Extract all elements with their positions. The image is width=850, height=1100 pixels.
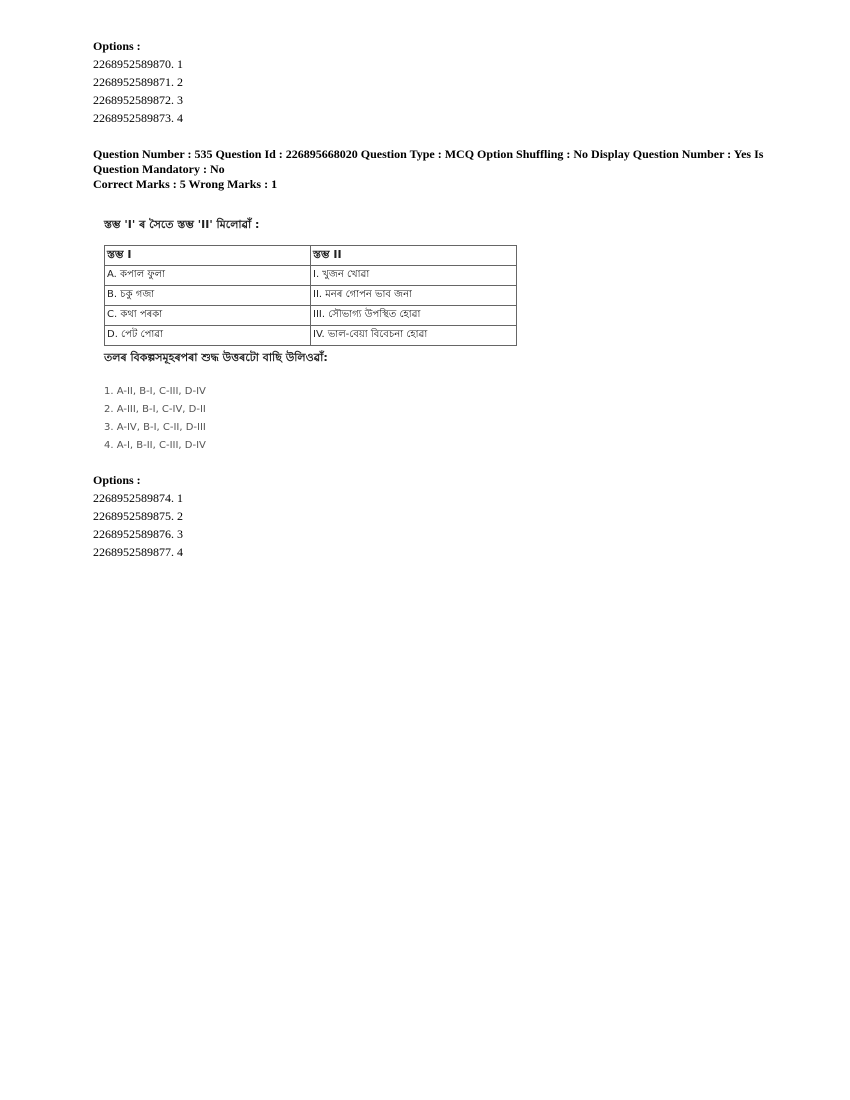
table-row	[105, 306, 517, 326]
question-body	[104, 216, 517, 455]
options-label: Options :	[93, 39, 141, 53]
question-mandatory: Question Mandatory : No	[93, 162, 225, 176]
answer-choices	[104, 383, 517, 455]
table-row	[105, 266, 517, 286]
options-label: Options :	[93, 473, 141, 487]
previous-options-block	[93, 37, 183, 127]
table-cell: C. কথা পৰকা	[105, 306, 311, 326]
table-cell: III. সৌভাগ্য উপস্থিত হোৱা	[311, 306, 517, 326]
table-cell: I. খুজন খোৱা	[311, 266, 517, 286]
table-cell: A. কপাল ফুলা	[105, 266, 311, 286]
current-options-block	[93, 471, 183, 561]
option-id: 2268952589870. 1	[93, 57, 183, 71]
table-cell: B. চকু গজা	[105, 286, 311, 306]
match-table	[104, 245, 517, 346]
option-id: 2268952589875. 2	[93, 509, 183, 523]
option-id: 2268952589874. 1	[93, 491, 183, 505]
question-meta	[93, 147, 773, 192]
question-meta-line: Question Number : 535 Question Id : 226895668020 Question Type : MCQ Option Shuffling : No Display Question Number : Yes Is	[93, 147, 764, 161]
option-id: 2268952589876. 3	[93, 527, 183, 541]
table-cell: D. পেট পোৱা	[105, 326, 311, 346]
sub-question: তলৰ বিকল্পসমূহৰপৰা শুদ্ধ উত্তৰটো বাছি উলিওৱাঁ:	[104, 351, 328, 364]
table-cell: II. মনৰ গোপন ভাব জনা	[311, 286, 517, 306]
answer-choice: 4. A-I, B-II, C-III, D-IV	[104, 440, 206, 451]
question-instruction: স্তম্ভ 'I' ৰ সৈতে স্তম্ভ 'II' মিলোৱাঁ :	[104, 218, 260, 231]
answer-choice: 1. A-II, B-I, C-III, D-IV	[104, 386, 206, 397]
table-header-row	[105, 246, 517, 266]
column-header: স্তম্ভ II	[311, 246, 517, 266]
option-id: 2268952589877. 4	[93, 545, 183, 559]
column-header: স্তম্ভ I	[105, 246, 311, 266]
table-row	[105, 286, 517, 306]
option-id: 2268952589871. 2	[93, 75, 183, 89]
answer-choice: 2. A-III, B-I, C-IV, D-II	[104, 404, 206, 415]
table-row	[105, 326, 517, 346]
option-id: 2268952589872. 3	[93, 93, 183, 107]
question-marks: Correct Marks : 5 Wrong Marks : 1	[93, 177, 278, 191]
answer-choice: 3. A-IV, B-I, C-II, D-III	[104, 422, 206, 433]
option-id: 2268952589873. 4	[93, 111, 183, 125]
table-cell: IV. ভাল-বেয়া বিবেচনা হোৱা	[311, 326, 517, 346]
